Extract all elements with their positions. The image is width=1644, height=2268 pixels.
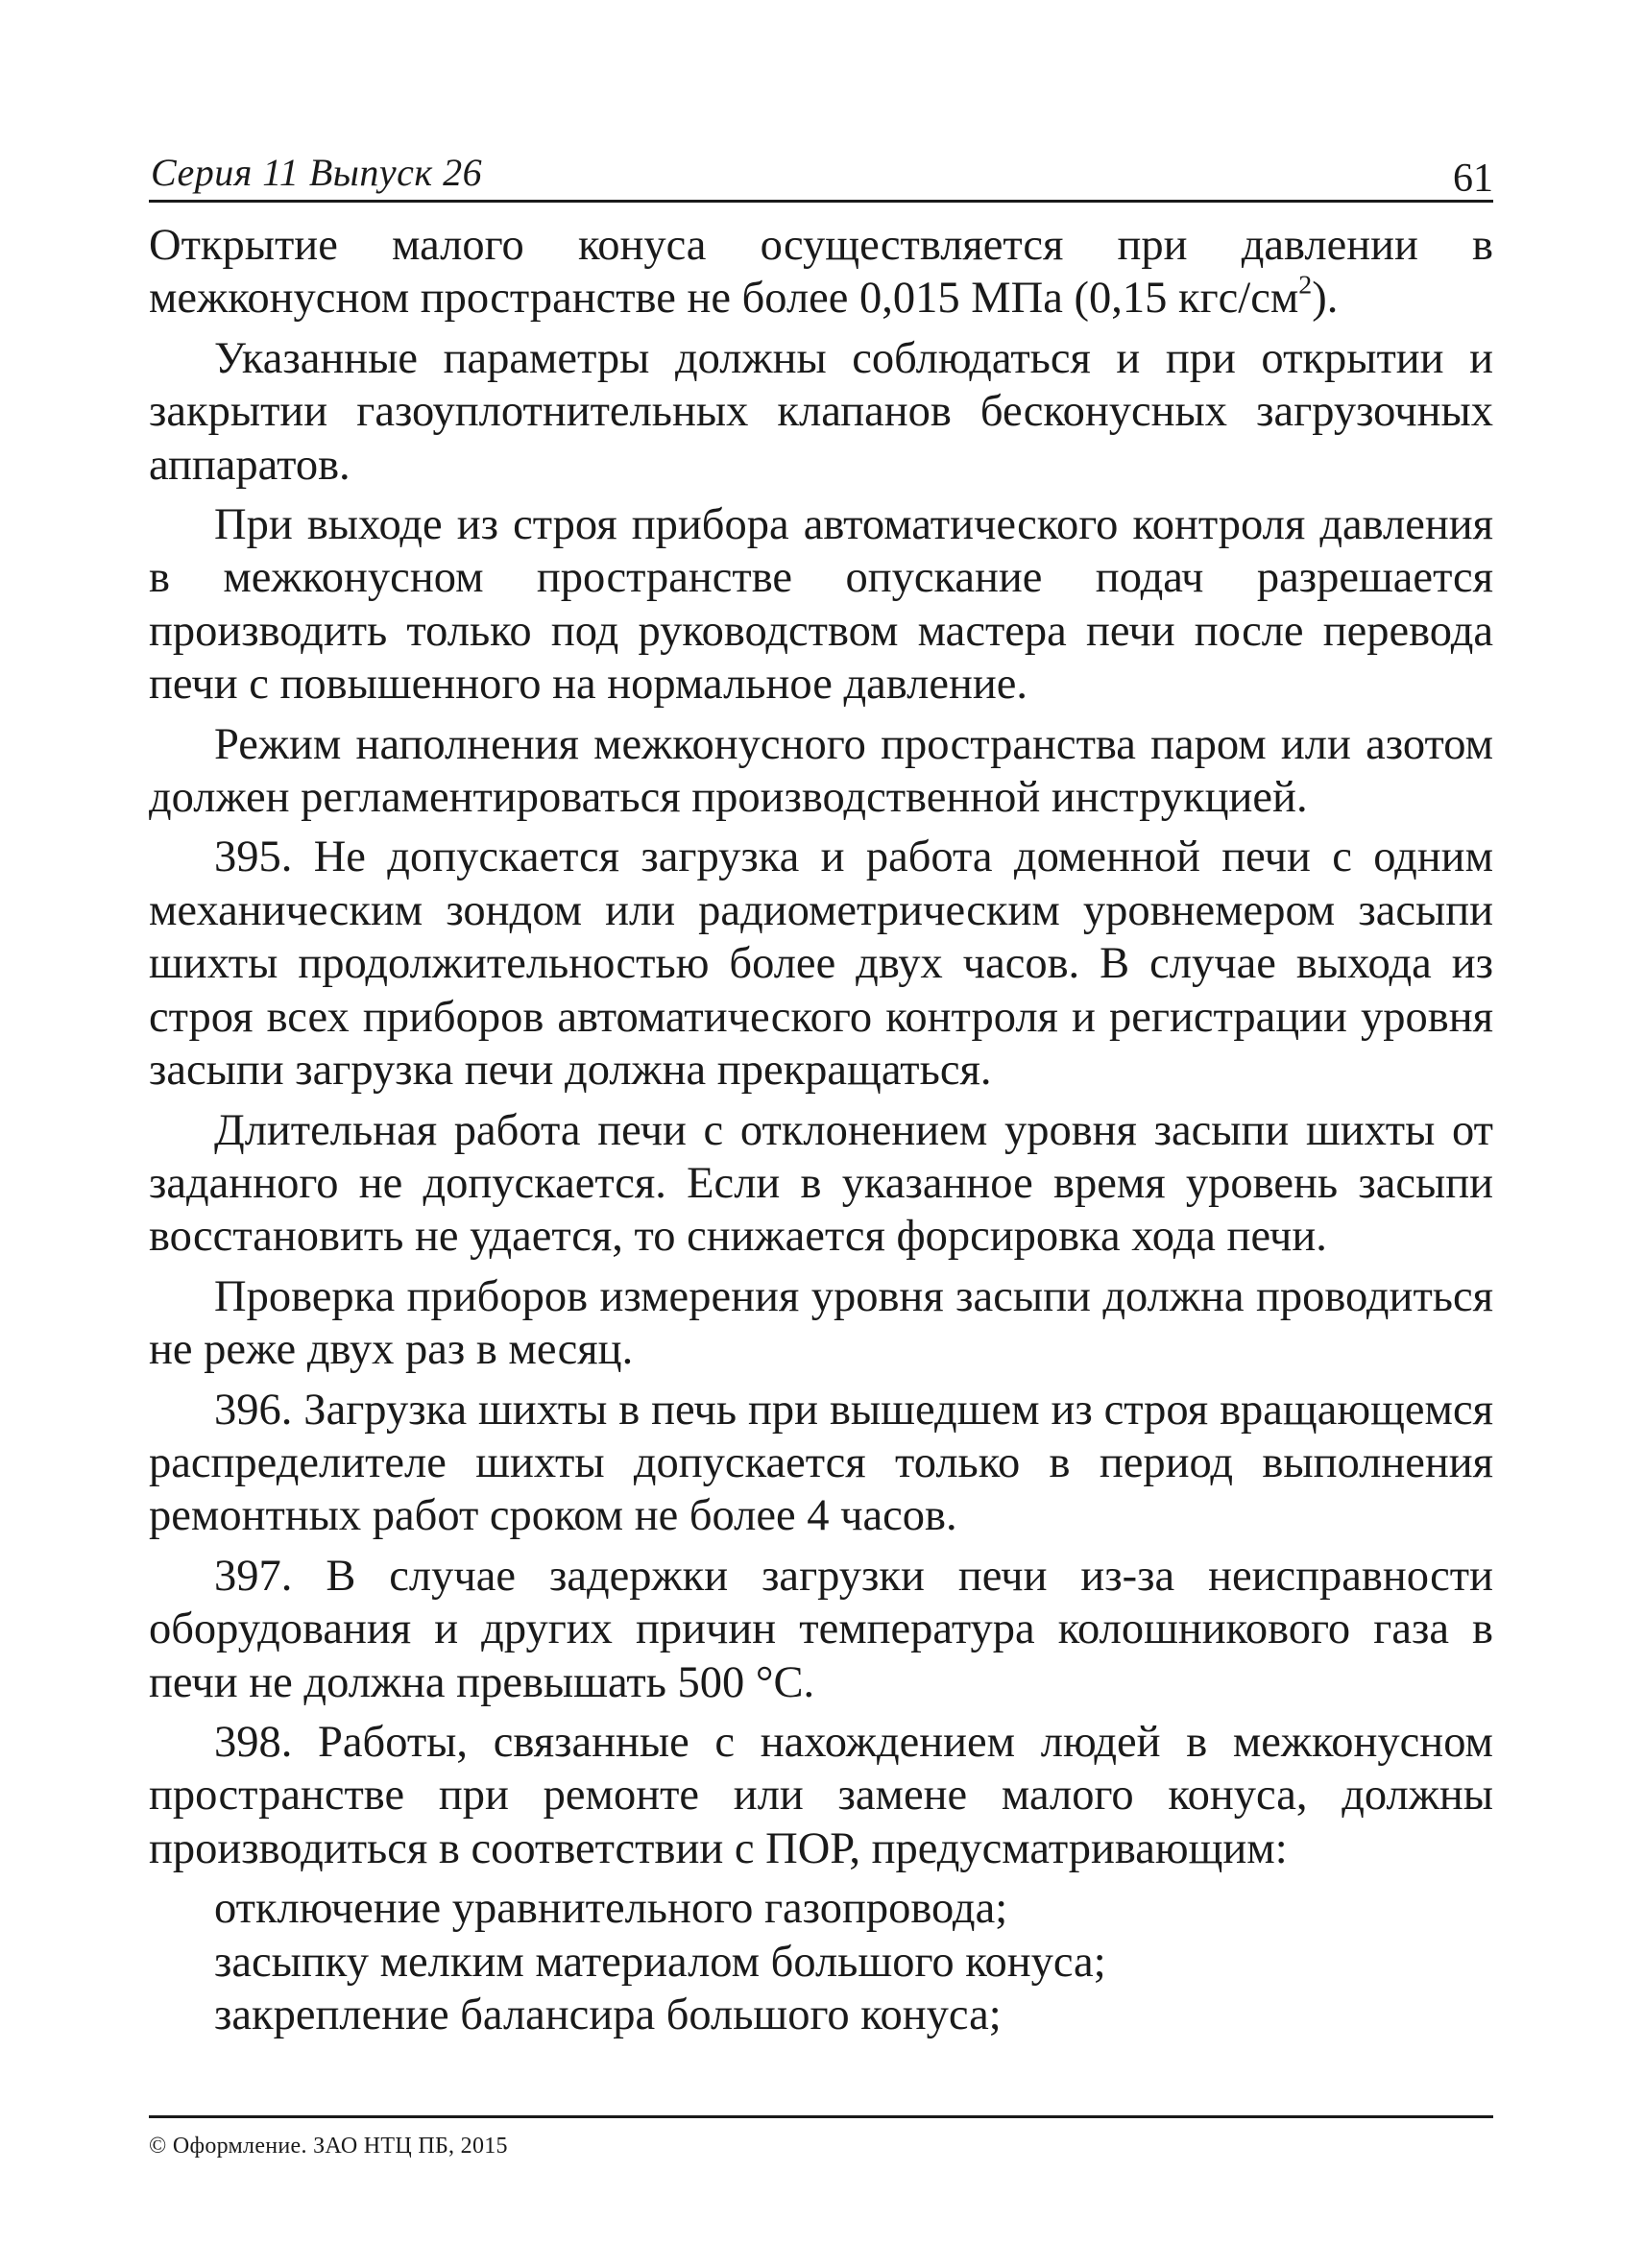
paragraph-398: 398. Работы, связанные с нахождением людей в межконусном пространстве при ремонте или замене малого конуса, должны производиться в соответствии с ПОР, предусматривающим:	[149, 1717, 1493, 1873]
paragraph-395: 395. Не допускается загрузка и работа доменной печи с одним механическим зондом или радиометрическим уровнемером засыпи шихты продолжительностью более двух часов. В случае выхода из строя всех приборов автоматического контроля и регистрации уровня засыпи загрузка печи должна прекращаться.	[149, 832, 1493, 1096]
list-item: засыпку мелким материалом большого конуса;	[214, 1937, 1106, 1987]
paragraph-steam-mode: Режим наполнения межконусного пространства паром или азотом должен регламентироваться производственной инструкцией.	[149, 719, 1493, 823]
list-item: отключение уравнительного газопровода;	[214, 1884, 1008, 1934]
page-number: 61	[1453, 157, 1493, 201]
paragraph-396: 396. Загрузка шихты в печь при вышедшем из строя вращающемся распределителе шихты допускается только в период выполнения ремонтных работ сроком не более 4 часов.	[149, 1385, 1493, 1541]
paragraph-397: 397. В случае задержки загрузки печи из-за неисправности оборудования и других причин температура колошникового газа в печи не должна превышать 500 °С.	[149, 1551, 1493, 1707]
list-item: закрепление балансира большого конуса;	[214, 1991, 1002, 2039]
paragraph-pressure-control: При выходе из строя прибора автоматического контроля давления в межконусном пространстве опускание подач разрешается производить только под руководством мастера печи после перевода печи с повышенного на нормальное давление.	[149, 500, 1493, 710]
page-body	[149, 219, 1493, 2041]
copyright-text: © Оформление. ЗАО НТЦ ПБ, 2015	[149, 2134, 508, 2159]
superscript: 2	[1298, 270, 1313, 301]
page-header	[149, 146, 1493, 203]
page-footer	[149, 2115, 1493, 2160]
series-label: Серия 11 Выпуск 26	[151, 151, 483, 194]
paragraph-text-end: ).	[1312, 274, 1339, 324]
paragraph-text: Открытие малого конуса осуществляется при давлении в межконусном пространстве не более 0,015 МПа (0,15 кгс/см	[149, 221, 1493, 324]
paragraph-valves: Указанные параметры должны соблюдаться и при открытии и закрытии газоуплотнительных клапанов бесконусных загрузочных аппаратов.	[149, 333, 1493, 490]
document-page	[149, 0, 1493, 2268]
paragraph-check: Проверка приборов измерения уровня засыпи должна проводиться не реже двух раз в месяц.	[149, 1271, 1493, 1375]
paragraph-deviation: Длительная работа печи с отклонением уровня засыпи шихты от заданного не допускается. Если в указанное время уровень засыпи восстановить не удается, то снижается форсировка хода печи.	[149, 1105, 1493, 1262]
paragraph-small-cone	[149, 219, 1493, 326]
